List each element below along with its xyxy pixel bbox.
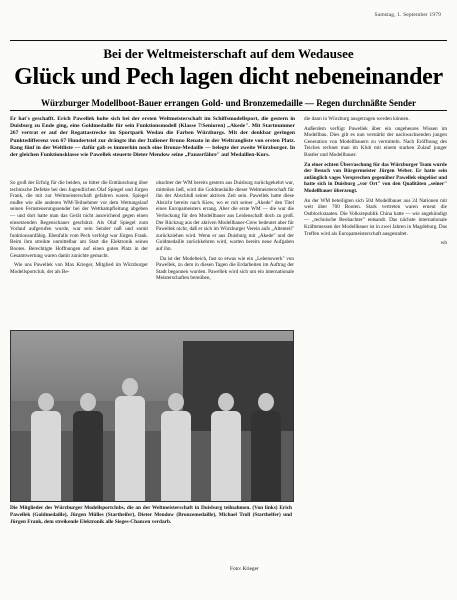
article-column-3 xyxy=(304,116,447,250)
col2-paragraph-2: Da ist der Modelteich, fast so etwas wie ein „Lebenswerk" von Pawellek, zu dem in diesen Tagen die Erdarbeiten im Auftrag der Stadt begonnen wurden. Pawellek wird sich um ein internationale Meisterschaften bemühen, xyxy=(156,255,294,282)
col2-paragraph-1: obachter der WM bereits gestern aus Duisburg zurückgekehrt war, mitteilen ließ, wird die Goldmedaille dieser Weltmeisterschaft für ihn der Abschluß seiner aktiven Zeit sein. Pawellek hatte diese Absicht bereits nach Kiew, wo er mit seiner „Akede" den Titel eines Europameisters errang. Aber die erste WM — die war die Verlockung für den Modellbauer aus Leidenschaft doch zu groß. Der Rückzug aus der aktiven Modellbauer-Crew bedeutet aber für Pawellek nicht, daß er sich im Würzburger Verein aufs „Altenteil" zurückziehen wird. Wenn er aus Duisburg mit „Akede" und der Goldmedaille zurückkehren wird, warten bereits neue Aufgaben auf ihn. xyxy=(156,180,294,252)
person-5 xyxy=(211,393,241,501)
headline: Glück und Pech lagen dicht nebeneinander xyxy=(14,64,443,90)
person-3 xyxy=(115,378,145,501)
photo-caption xyxy=(10,505,292,525)
article-column-2 xyxy=(156,180,294,285)
person-1 xyxy=(31,393,61,501)
person-2 xyxy=(73,393,103,501)
lead-text: Er hat's geschafft. Erich Pawellek holte sich bei der ersten Weltmeisterschaft im Schiffsmodellsport, die gestern in Duisburg zu Ende ging, eine Goldmedaille für sein Funktionsmodell (Klasse 7/Senioren) „Akede". Mit Startnummer 267 vertrat er auf der Regattastrecke im Sportpark Wedau die Farben Würzburgs. Mit der denkbar geringen Punktedifferenz von 67 Hundertstel zur drängte ihn der Italiener Bruno Renato in der Weltrangliste von ersten Platz. Rang fünf in der Weltliste — dafür gab es immerhin noch eine Bronze-Medaille — belegte der zweite Würzburger. In der gleichen Funktionsklasse wie Pawellek steuerte Dieter Mendow seine „Panzerfähre" auf Medaillen-Kurs. xyxy=(10,116,295,159)
subhead: Würzburger Modellboot-Bauer errangen Gold- und Bronzemedaille — Regen durchnäßte Sender xyxy=(40,98,417,108)
subhead-rule xyxy=(10,110,447,111)
caption-text: Die Mitglieder des Würzburger Modellsportclubs, die an der Weltmeisterschaft in Duisburg teilnahmen. (Von links) Erich Pawellek (Goldmedaille), Jürgen Mülles (Startheifer), Dieter Mendow (Bronzemedaille), Michael Troll (Starthelfer) und Jürgen Frank, dem streikende Elektronik alle Sieges-Chancen verdarb. xyxy=(10,505,292,525)
col3-paragraph-3: Zu einer echten Überraschung für das Würzburger Team wurde der Besuch von Bürgermeister Jürgen Weber. Er hatte sein anfänglich vages Versprechen gegenüber Pawellek eingelöst und hatte sich in Duisburg „vor Ort" von den Qualitäten „seiner" Modellbauer überzeugt. xyxy=(304,161,447,194)
col3-paragraph-1: die dann in Würzburg ausgetragen werden können. xyxy=(304,116,410,122)
person-6 xyxy=(251,393,281,501)
col1-paragraph-1: So groß der Erfolg für die beiden, so bitter die Enttäuschung über technische Defekte bei den Jugendlichen Olaf Spiegel und Jürgen Frank, die mit zur Weltmeisterschaft gefahren waren. Spiegel mußte wie alle anderen WM-Teilnehmer vor dem Wettungslauf seinen Fernsteuerungssender bei der Wettkampfleitung abgeben — und dort hatte man das Gerät nicht ausreichend gegen einen einsetzenden Regenschauer geschützt. Als Olaf Spiegel zum Vorlauf aufgerufen wurde, war sein Sender naß und somit funktionsunfähig. Ebenfalls vom Pech verfolgt war Jürgen Frank. Beim ihm streikte unmittelbar am Start die Elektronik seines Bootes. Berechtigte Hoffnungen auf einen guten Platz in der Gesamtwertung waren damit zunichte gemacht. xyxy=(10,180,148,259)
col3-paragraph-2: Außerdem verfügt Pawellek über ein ungeheures Wissen im Modellbau. Dies gilt es nun verstärkt der nachwachsenden jungen Generation von Modellbauern zu vermitteln. Nach Eröffnung des Teiches rechnet man im Klub mit einem starken Zulauf junger Bastler und Modellbauer. xyxy=(304,125,447,158)
lead-paragraph xyxy=(10,116,295,159)
col3-paragraph-4: An der WM beteiligten sich 504 Modellbauer aus 24 Nationen mit weit über 700 Booten. Stark vertreten waren erneut die Ostblockstaaten. Die Volksrepublik China hatte — wie angekündigt — „technische Beobachter" entsandt. Das nächste internationale Kräftemessen der Modellbauer ist in zwei Jahren in Magdeburg. Das Treffen wird als Europameisterschaft ausgestaltet. xyxy=(304,197,447,237)
photo-credit: Foto: Krieger xyxy=(230,566,259,572)
kicker: Bei der Weltmeisterschaft auf dem Wedausee xyxy=(103,46,354,61)
top-rule xyxy=(10,40,447,41)
person-4 xyxy=(161,393,191,501)
author-initials: wb xyxy=(440,240,447,247)
team-photo xyxy=(10,330,294,502)
article-column-1 xyxy=(10,180,148,278)
dateline: Samstag, 1. September 1979 xyxy=(374,12,441,18)
col1-paragraph-2: Wie uns Pawellek von Max Krieger, Mitglied im Würzburger Modellsportclub, der als Be- xyxy=(10,262,148,275)
